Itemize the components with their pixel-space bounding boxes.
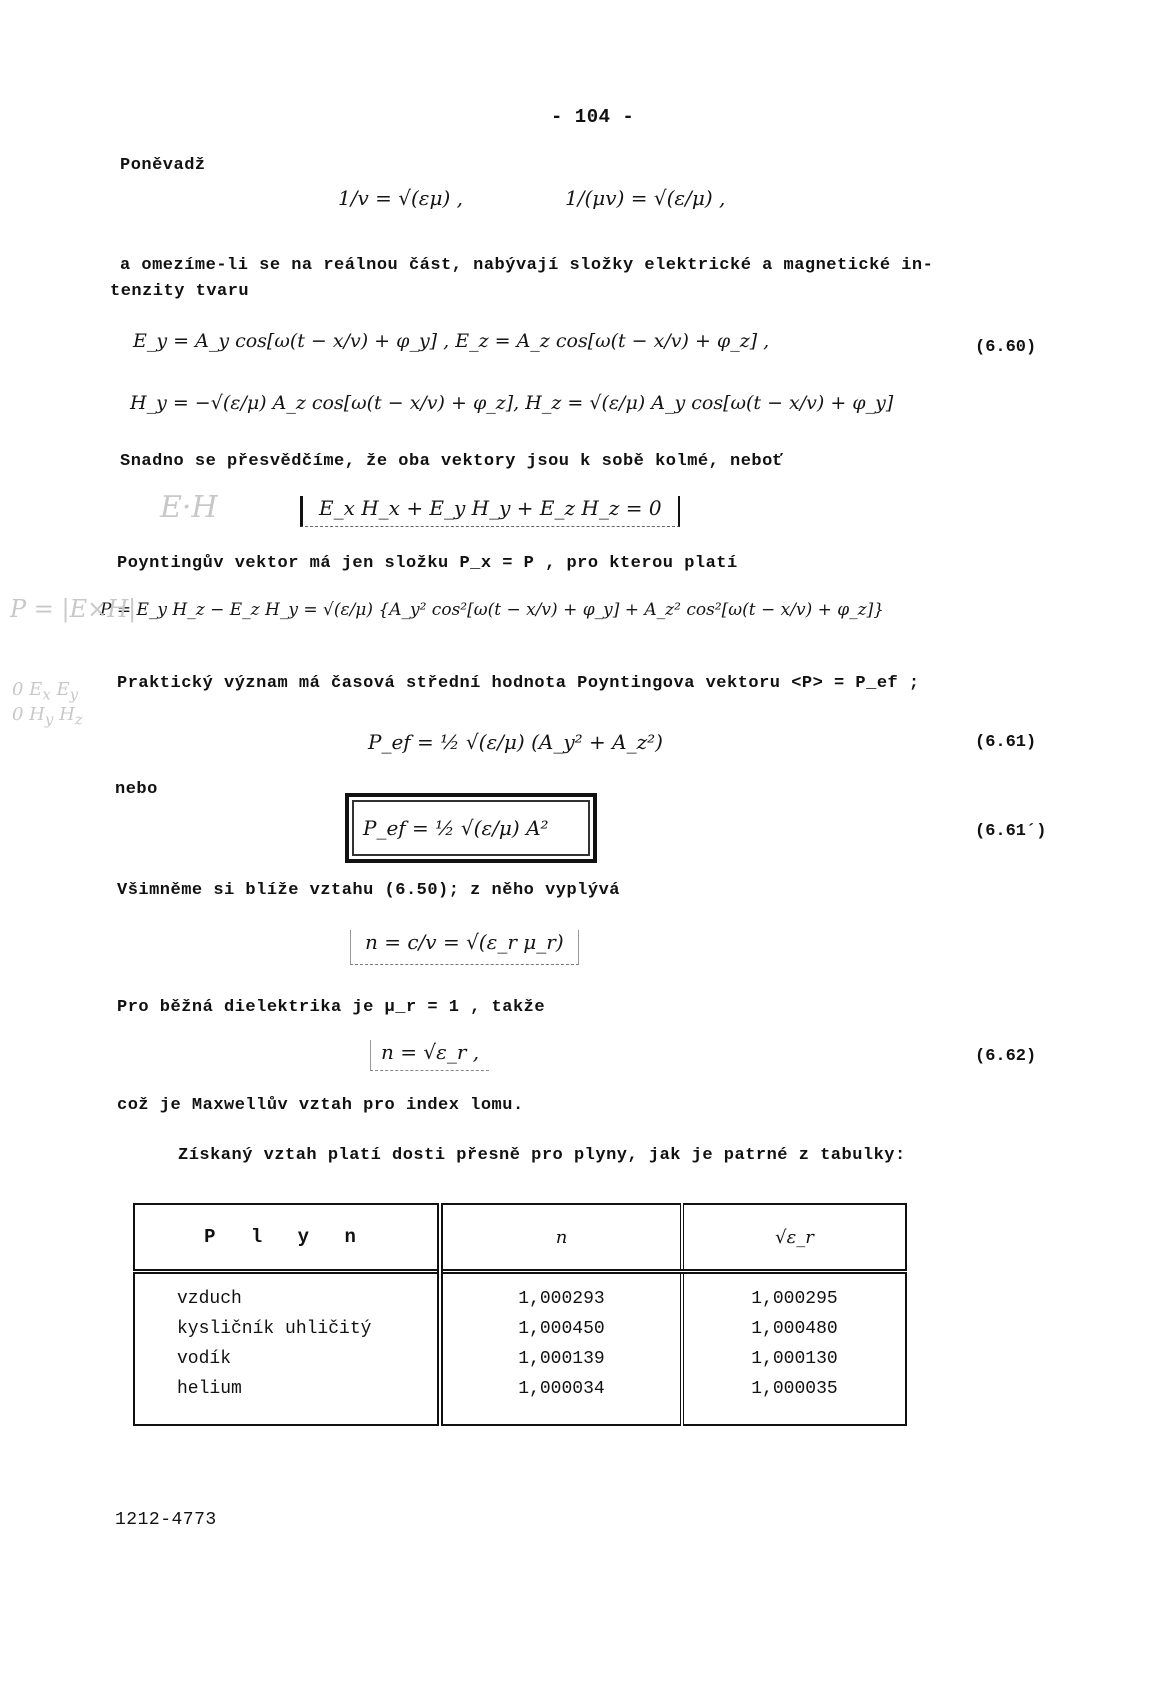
equation-6-61-prime-number: (6.61´) bbox=[975, 822, 1047, 841]
word-nebo: nebo bbox=[115, 780, 158, 799]
margin-faint-formula: 0 $E_x$ $E_y$ 0 $H_y$ $H_z$ bbox=[12, 679, 83, 729]
column-n-values bbox=[440, 1272, 682, 1426]
n-value: 1,000034 bbox=[518, 1379, 605, 1399]
column-gas-names bbox=[134, 1272, 440, 1426]
equation-refractive-index: n = c/v = √(ε_r μ_r) bbox=[350, 930, 579, 965]
header-plyn bbox=[134, 1204, 440, 1272]
equation-6-62-number: (6.62) bbox=[975, 1047, 1037, 1066]
table-body-row bbox=[134, 1272, 906, 1426]
header-n: n bbox=[440, 1204, 682, 1272]
poynting-formula: P = E_y H_z − E_z H_y = √(ε/μ) {A_y² cos²[ω(t − x/v) + φ_y] + A_z² cos²[ω(t − x/v) + φ_z]} bbox=[100, 600, 885, 620]
margin-faint-eh: E·H bbox=[160, 490, 218, 525]
sqrt-epsilon-value: 1,000295 bbox=[751, 1289, 838, 1309]
paragraph-6: Pro běžná dielektrika je μ_r = 1 , takže bbox=[117, 998, 546, 1017]
gas-name: kysličník uhličitý bbox=[177, 1319, 372, 1339]
paragraph-8: Získaný vztah platí dosti přesně pro plyny, jak je patrné z tabulky: bbox=[178, 1146, 906, 1165]
margin-note: P = |E×H| bbox=[10, 595, 137, 623]
orthogonality-formula: E_x H_x + E_y H_y + E_z H_z = 0 bbox=[300, 496, 680, 527]
equation-6-62: n = √ε_r , bbox=[370, 1040, 489, 1071]
paragraph-7: což je Maxwellův vztah pro index lomu. bbox=[117, 1096, 524, 1115]
paragraph-1-line-1: a omezíme-li se na reálnou část, nabývají složky elektrické a magnetické in- bbox=[120, 256, 934, 275]
equation-6-61-number: (6.61) bbox=[975, 733, 1037, 752]
equation-6-61: P_ef = ½ √(ε/μ) (A_y² + A_z²) bbox=[368, 730, 663, 754]
sqrt-epsilon-value: 1,000035 bbox=[751, 1379, 838, 1399]
equation-6-60-number: (6.60) bbox=[975, 338, 1037, 357]
gas-name: vodík bbox=[177, 1349, 232, 1369]
gas-name: vzduch bbox=[177, 1289, 242, 1309]
sqrt-epsilon-value: 1,000480 bbox=[751, 1319, 838, 1339]
header-sqrt-epsilon: √ε_r bbox=[682, 1204, 906, 1272]
sqrt-epsilon-value: 1,000130 bbox=[751, 1349, 838, 1369]
equation-6-61-prime-box: P_ef = ½ √(ε/μ) A² bbox=[345, 793, 597, 863]
paragraph-4: Praktický význam má časová střední hodnota Poyntingova vektoru <P> = P_ef ; bbox=[117, 674, 920, 693]
paragraph-2: Snadno se přesvědčíme, že oba vektory jsou k sobě kolmé, neboť bbox=[120, 452, 784, 471]
equation-6-60-line-1: E_y = A_y cos[ω(t − x/v) + φ_y] , E_z = A_z cos[ω(t − x/v) + φ_z] , bbox=[133, 330, 770, 352]
paragraph-1-line-2: tenzity tvaru bbox=[110, 282, 250, 301]
table-header-row bbox=[134, 1204, 906, 1272]
paragraph-5: Všimněme si blíže vztahu (6.50); z něho vyplývá bbox=[117, 881, 620, 900]
footer-code: 1212-4773 bbox=[115, 1510, 217, 1530]
formula-1-over-mu-v: 1/(μv) = √(ε/μ) , bbox=[565, 186, 726, 210]
gas-name: helium bbox=[177, 1379, 242, 1399]
page-number: - 104 - bbox=[551, 106, 635, 128]
formula-1-over-v: 1/v = √(εμ) , bbox=[338, 186, 464, 210]
n-value: 1,000139 bbox=[518, 1349, 605, 1369]
column-sqrt-epsilon-values bbox=[682, 1272, 906, 1426]
equation-6-60-line-2: H_y = −√(ε/μ) A_z cos[ω(t − x/v) + φ_z], H_z = √(ε/μ) A_y cos[ω(t − x/v) + φ_y] bbox=[130, 392, 894, 414]
gas-table bbox=[133, 1203, 907, 1426]
paragraph-3: Poyntingův vektor má jen složku P_x = P , pro kterou platí bbox=[117, 554, 738, 573]
header-plyn-label: P l y n bbox=[204, 1226, 368, 1248]
n-value: 1,000293 bbox=[518, 1289, 605, 1309]
intro-word: Poněvadž bbox=[120, 156, 206, 175]
n-value: 1,000450 bbox=[518, 1319, 605, 1339]
